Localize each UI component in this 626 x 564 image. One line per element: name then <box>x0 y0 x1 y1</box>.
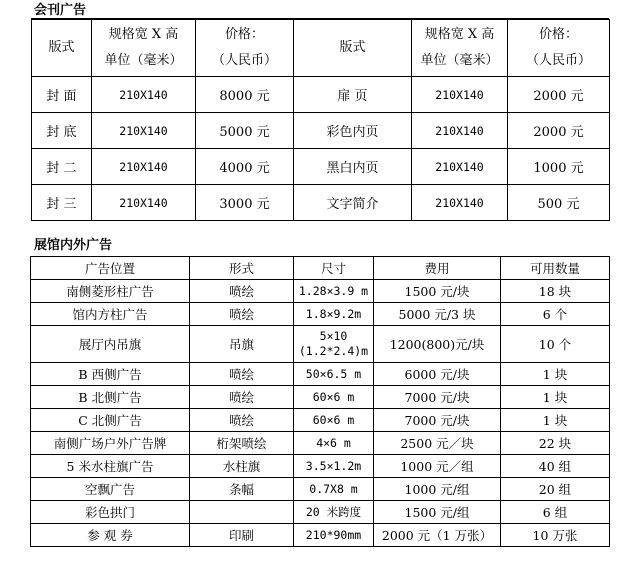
table-cell: 扉 页 <box>294 77 412 113</box>
table-cell: 封 底 <box>32 113 92 149</box>
venue-ad-price-table <box>30 256 610 547</box>
table-cell: 18 块 <box>501 280 610 303</box>
table-cell: 展厅内吊旗 <box>31 326 190 363</box>
table-cell: 210X140 <box>92 149 196 185</box>
section-title-venue-ads: 展馆内外广告 <box>34 238 113 253</box>
header-line: （人民币） <box>525 53 591 68</box>
table-row <box>31 478 610 501</box>
table-cell: B 北侧广告 <box>31 386 190 409</box>
table-header-cell: 可用数量 <box>501 257 610 280</box>
table-cell: 22 块 <box>501 432 610 455</box>
table-cell: 黑白内页 <box>294 149 412 185</box>
table-cell: 吊旗 <box>190 326 294 363</box>
table-cell: 文字简介 <box>294 185 412 221</box>
table-cell: 210X140 <box>92 113 196 149</box>
table-cell: 1.8×9.2m <box>294 303 374 326</box>
table-cell: 5000 元/3 块 <box>374 303 501 326</box>
header-line: 单位（毫米） <box>104 53 183 68</box>
cell-line: (1.2*2.4)m <box>298 344 369 358</box>
table-row <box>31 326 610 363</box>
table-cell: 南侧广场户外广告牌 <box>31 432 190 455</box>
table-cell: 1500 元/组 <box>374 501 501 524</box>
table-cell: 条幅 <box>190 478 294 501</box>
table-cell: 60×6 m <box>294 386 374 409</box>
table-cell: 3000 元 <box>196 185 294 221</box>
cell-line: 5×10 <box>319 329 348 343</box>
table-header-cell: 广告位置 <box>31 257 190 280</box>
table-cell: 6 组 <box>501 501 610 524</box>
header-line: 价格： <box>538 27 578 42</box>
header-line: 规格宽 X 高 <box>108 27 179 42</box>
table-cell: 2000 元（1 万张） <box>374 524 501 547</box>
table-cell: 彩色拱门 <box>31 501 190 524</box>
table-row <box>32 149 610 185</box>
table-cell: 封 三 <box>32 185 92 221</box>
table-cell: 210X140 <box>412 77 508 113</box>
table-cell: 2500 元／块 <box>374 432 501 455</box>
table-cell: C 北侧广告 <box>31 409 190 432</box>
table-cell: 8000 元 <box>196 77 294 113</box>
table-cell: 1200(800)元/块 <box>374 326 501 363</box>
header-line: 规格宽 X 高 <box>424 27 495 42</box>
table-cell: 1000 元 <box>508 149 610 185</box>
table-cell: 2000 元 <box>508 113 610 149</box>
table-cell: 封 二 <box>32 149 92 185</box>
table-row <box>31 524 610 547</box>
journal-ad-price-table <box>31 19 610 221</box>
section-title-journal-ads: 会刊广告 <box>34 3 87 18</box>
table-cell: 1000 元／组 <box>374 455 501 478</box>
table-cell: 馆内方柱广告 <box>31 303 190 326</box>
table-row <box>32 185 610 221</box>
table-cell: 1 块 <box>501 409 610 432</box>
table-cell: 60×6 m <box>294 409 374 432</box>
table-cell: 10 万张 <box>501 524 610 547</box>
header-line: 价格： <box>224 27 264 42</box>
table-cell: 5 米水柱旗广告 <box>31 455 190 478</box>
table-header-cell <box>32 20 92 77</box>
table-cell: 7000 元/块 <box>374 409 501 432</box>
table-cell: 500 元 <box>508 185 610 221</box>
table-cell: 6000 元/块 <box>374 363 501 386</box>
table-cell: 喷绘 <box>190 303 294 326</box>
table-cell: 南侧菱形柱广告 <box>31 280 190 303</box>
table-cell: 6 个 <box>501 303 610 326</box>
table-cell: 喷绘 <box>190 280 294 303</box>
table-cell: 210X140 <box>412 185 508 221</box>
table-header-cell: 尺寸 <box>294 257 374 280</box>
table-row <box>31 501 610 524</box>
table-cell <box>190 501 294 524</box>
table-cell: 40 组 <box>501 455 610 478</box>
header-line: 版式 <box>339 40 366 55</box>
table-cell: 20 米跨度 <box>294 501 374 524</box>
table-header-row <box>31 257 610 280</box>
table-row <box>31 303 610 326</box>
table-cell: 210X140 <box>92 185 196 221</box>
header-line: （人民币） <box>211 53 277 68</box>
table-cell: 210X140 <box>412 149 508 185</box>
table-header-cell: 费用 <box>374 257 501 280</box>
table-cell: 4×6 m <box>294 432 374 455</box>
table-cell: 7000 元/块 <box>374 386 501 409</box>
table-cell: B 西侧广告 <box>31 363 190 386</box>
table-row <box>31 280 610 303</box>
table-row <box>32 77 610 113</box>
table-cell: 1 块 <box>501 386 610 409</box>
table-cell: 桁架喷绘 <box>190 432 294 455</box>
table-cell: 1500 元/块 <box>374 280 501 303</box>
table-row <box>31 363 610 386</box>
table-cell: 封 面 <box>32 77 92 113</box>
table-header-cell <box>412 20 508 77</box>
table-header-cell <box>196 20 294 77</box>
table-cell: 210*90mm <box>294 524 374 547</box>
table-cell: 空飘广告 <box>31 478 190 501</box>
table-cell: 0.7X8 m <box>294 478 374 501</box>
table-header-cell <box>294 20 412 77</box>
table-header-cell <box>92 20 196 77</box>
table-cell: 210X140 <box>92 77 196 113</box>
header-line: 版式 <box>48 40 75 55</box>
table-cell: 10 个 <box>501 326 610 363</box>
table-cell: 喷绘 <box>190 409 294 432</box>
table-header-row <box>32 20 610 77</box>
table-cell: 1000 元/组 <box>374 478 501 501</box>
table-cell: 5000 元 <box>196 113 294 149</box>
table-cell: 彩色内页 <box>294 113 412 149</box>
table-row <box>31 386 610 409</box>
table-row <box>31 409 610 432</box>
table-row <box>31 432 610 455</box>
table-cell: 3.5×1.2m <box>294 455 374 478</box>
table-cell: 1 块 <box>501 363 610 386</box>
table-cell: 喷绘 <box>190 386 294 409</box>
table-row <box>31 455 610 478</box>
table-cell: 水柱旗 <box>190 455 294 478</box>
table-cell: 4000 元 <box>196 149 294 185</box>
table-header-cell: 形式 <box>190 257 294 280</box>
table-cell: 1.28×3.9 m <box>294 280 374 303</box>
table-cell: 2000 元 <box>508 77 610 113</box>
table-row <box>32 113 610 149</box>
table-cell: 喷绘 <box>190 363 294 386</box>
table-cell: 210X140 <box>412 113 508 149</box>
table-cell: 50×6.5 m <box>294 363 374 386</box>
table-cell: 20 组 <box>501 478 610 501</box>
table-cell: 参 观 券 <box>31 524 190 547</box>
header-line: 单位（毫米） <box>420 53 499 68</box>
table-header-cell <box>508 20 610 77</box>
table-cell <box>294 326 374 363</box>
table-cell: 印刷 <box>190 524 294 547</box>
